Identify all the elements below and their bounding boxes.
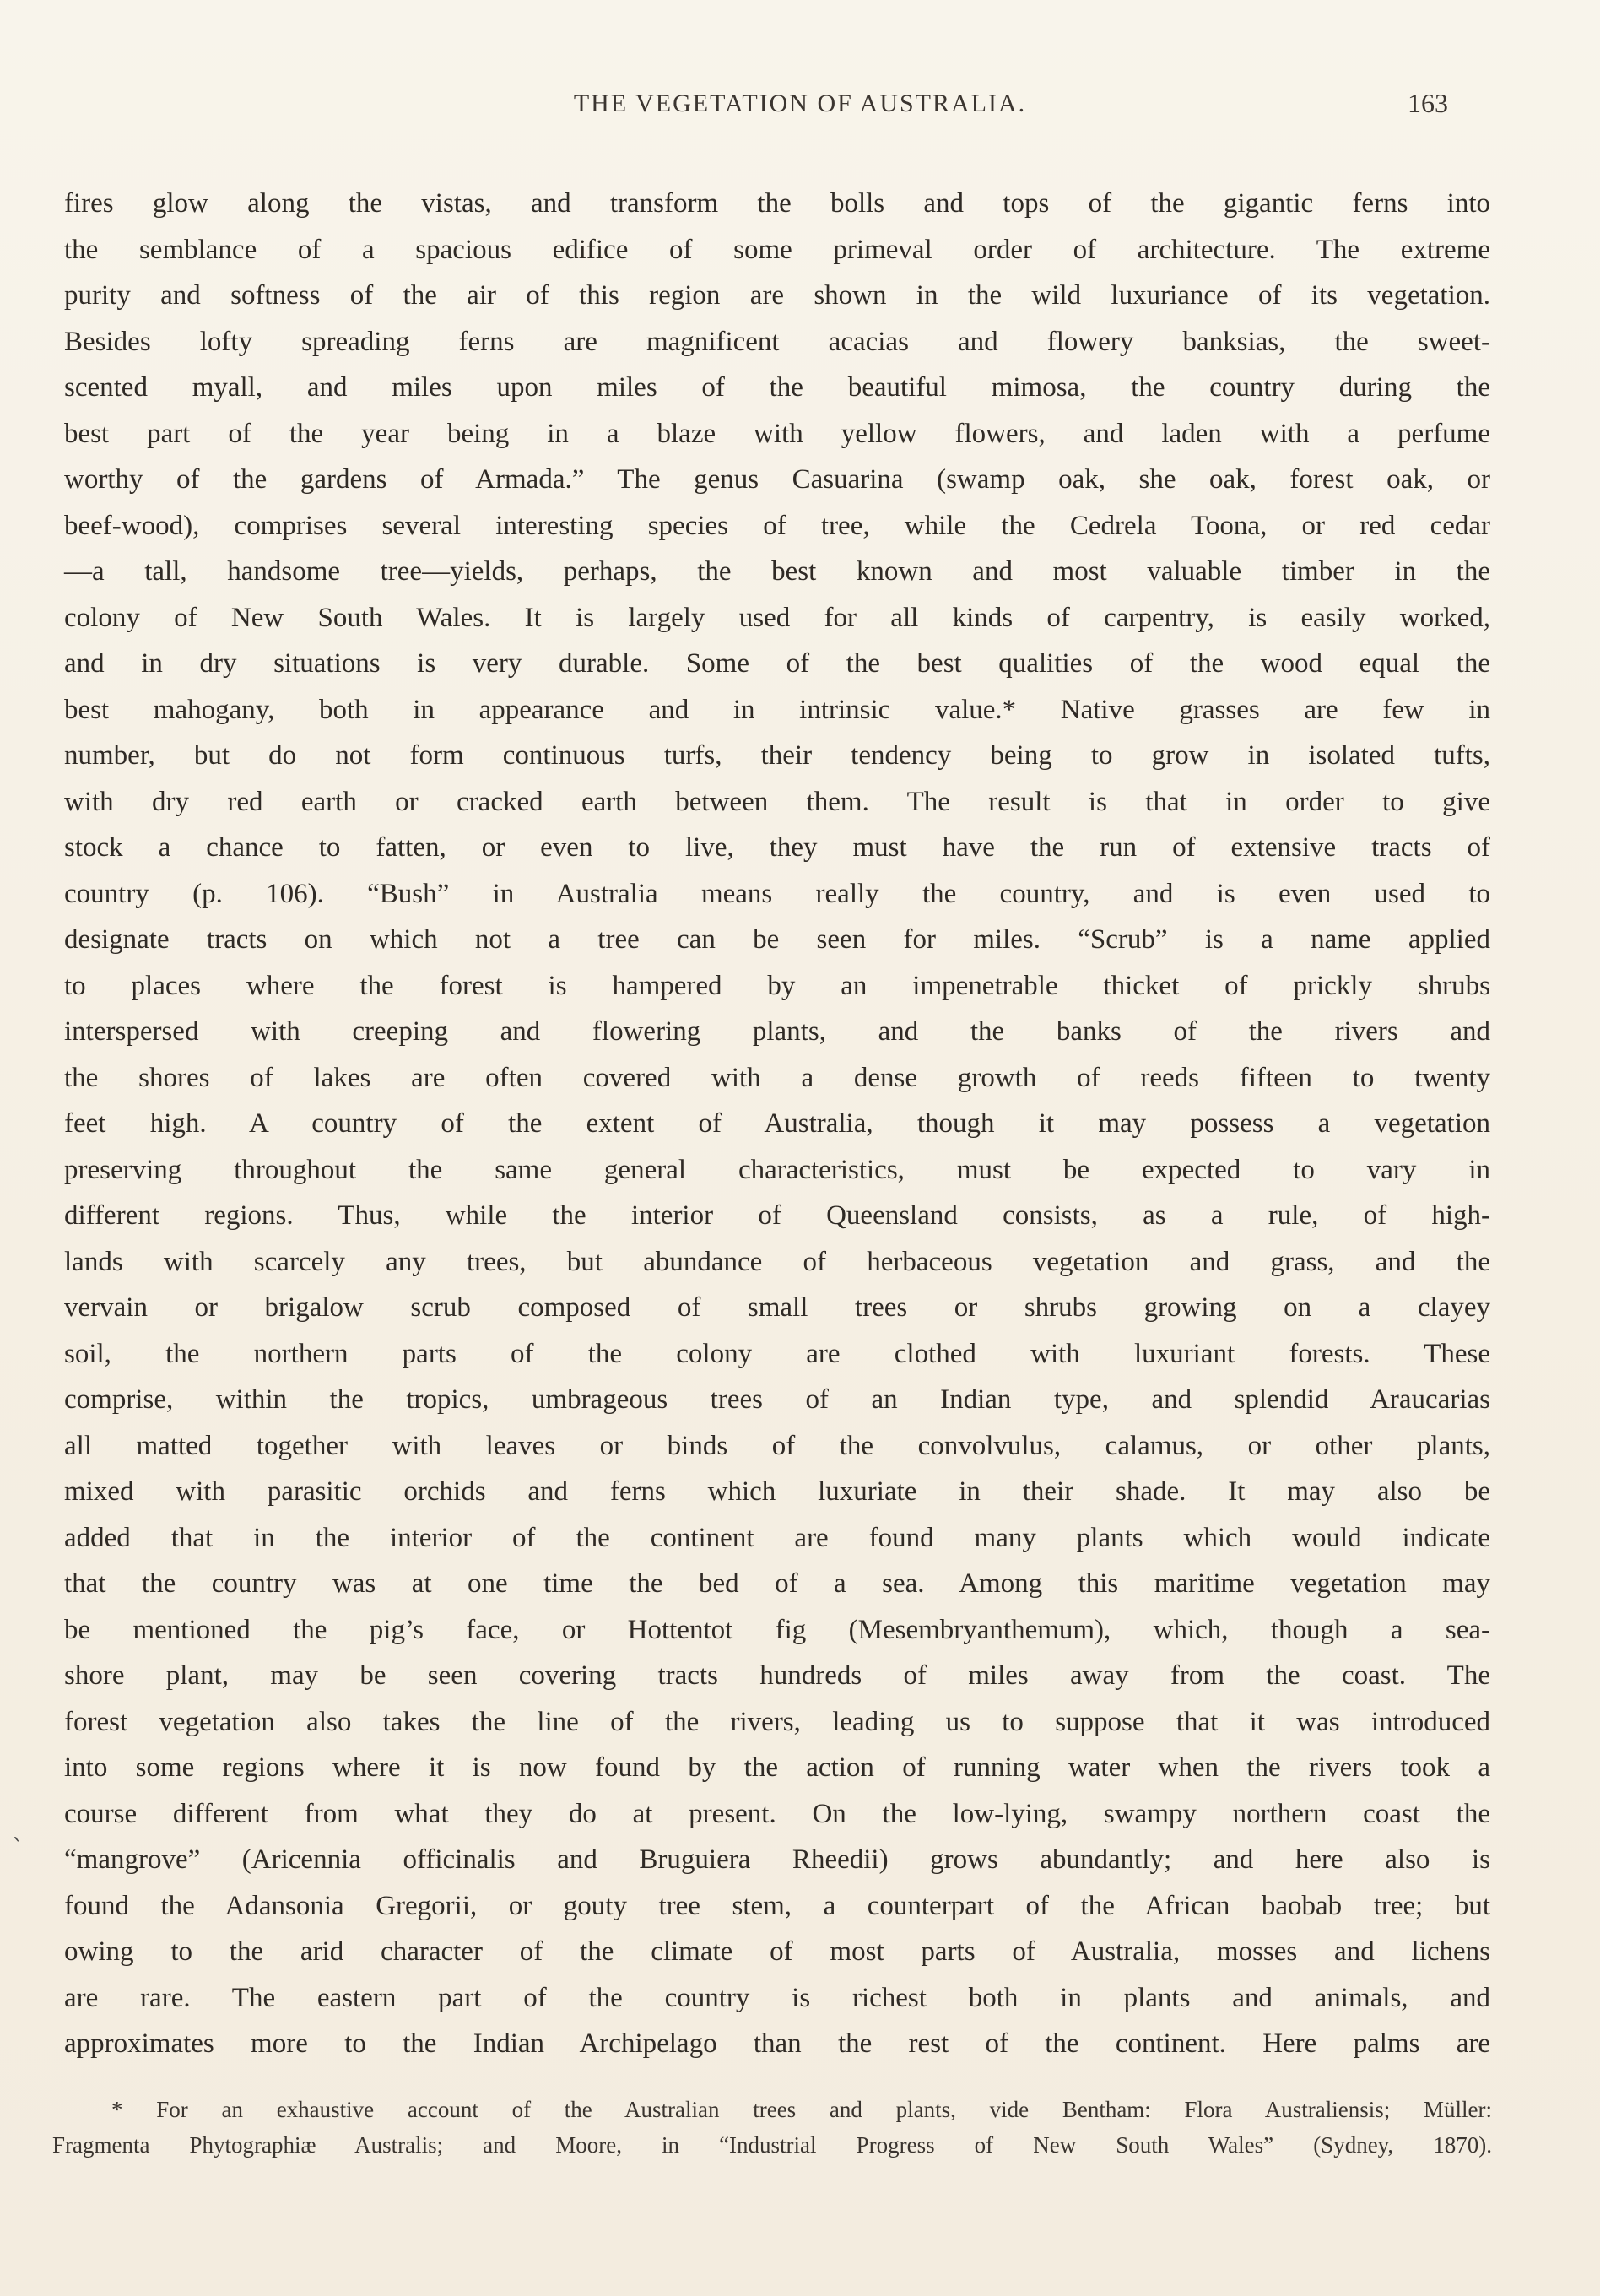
text-line: different regions. Thus, while the interior of Queensland consists, as a rule, of high- (64, 1200, 1490, 1231)
text-line: beef-wood), comprises several interesting species of tree, while the Cedrela Toona, or red cedar (64, 510, 1490, 541)
text-line: country (p. 106). “Bush” in Australia means really the country, and is even used to (64, 878, 1490, 909)
text-line: best part of the year being in a blaze with yellow flowers, and laden with a perfume (64, 418, 1490, 449)
text-line: designate tracts on which not a tree can be seen for miles. “Scrub” is a name applied (64, 924, 1490, 955)
text-line: and in dry situations is very durable. Some of the best qualities of the wood equal the (64, 648, 1490, 679)
text-line: found the Adansonia Gregorii, or gouty tree stem, a counterpart of the African baobab tree; but (64, 1890, 1490, 1921)
text-line: be mentioned the pig’s face, or Hottentot fig (Mesembryanthemum), which, though a sea- (64, 1614, 1490, 1645)
text-line: interspersed with creeping and flowering plants, and the banks of the rivers and (64, 1016, 1490, 1047)
footnotes (52, 2092, 1492, 2163)
text-line: lands with scarcely any trees, but abundance of herbaceous vegetation and grass, and the (64, 1246, 1490, 1277)
text-line: approximates more to the Indian Archipelago than the rest of the continent. Here palms are (64, 2028, 1490, 2059)
text-line: forest vegetation also takes the line of the rivers, leading us to suppose that it was introduced (64, 1706, 1490, 1737)
text-line: added that in the interior of the continent are found many plants which would indicate (64, 1522, 1490, 1553)
running-head (0, 89, 1600, 123)
text-line: mixed with parasitic orchids and ferns which luxuriate in their shade. It may also be (64, 1476, 1490, 1507)
text-line: fires glow along the vistas, and transform the bolls and tops of the gigantic ferns into (64, 188, 1490, 219)
text-line: scented myall, and miles upon miles of the beautiful mimosa, the country during the (64, 372, 1490, 403)
text-line: Besides lofty spreading ferns are magnificent acacias and flowery banksias, the sweet- (64, 326, 1490, 357)
text-line: that the country was at one time the bed of a sea. Among this maritime vegetation may (64, 1568, 1490, 1599)
running-title: THE VEGETATION OF AUSTRALIA. (573, 89, 1027, 117)
text-line: colony of New South Wales. It is largely used for all kinds of carpentry, is easily worked, (64, 602, 1490, 633)
text-line: shore plant, may be seen covering tracts hundreds of miles away from the coast. The (64, 1660, 1490, 1691)
text-line: comprise, within the tropics, umbrageous trees of an Indian type, and splendid Araucarias (64, 1384, 1490, 1415)
footnote-line: * For an exhaustive account of the Australian trees and plants, vide Bentham: Flora Australiensis; Müller: (111, 2097, 1492, 2122)
text-line: number, but do not form continuous turfs, their tendency being to grow in isolated tufts, (64, 740, 1490, 771)
text-line: with dry red earth or cracked earth between them. The result is that in order to give (64, 786, 1490, 817)
margin-mark: ` (12, 1834, 24, 1862)
text-line: preserving throughout the same general characteristics, must be expected to vary in (64, 1154, 1490, 1185)
text-line: “mangrove” (Aricennia officinalis and Bruguiera Rheedii) grows abundantly; and here also is (64, 1844, 1490, 1875)
page-number: 163 (1408, 88, 1448, 118)
text-line: course different from what they do at present. On the low-lying, swampy northern coast the (64, 1798, 1490, 1829)
text-line: worthy of the gardens of Armada.” The genus Casuarina (swamp oak, she oak, forest oak, or (64, 464, 1490, 495)
text-line: vervain or brigalow scrub composed of small trees or shrubs growing on a clayey (64, 1292, 1490, 1323)
text-line: the shores of lakes are often covered with a dense growth of reeds fifteen to twenty (64, 1062, 1490, 1093)
text-line: best mahogany, both in appearance and in intrinsic value.* Native grasses are few in (64, 694, 1490, 725)
text-line: to places where the forest is hampered by an impenetrable thicket of prickly shrubs (64, 970, 1490, 1001)
text-line: feet high. A country of the extent of Australia, though it may possess a vegetation (64, 1108, 1490, 1139)
text-line: all matted together with leaves or binds of the convolvulus, calamus, or other plants, (64, 1430, 1490, 1461)
text-line: owing to the arid character of the climate of most parts of Australia, mosses and lichens (64, 1936, 1490, 1967)
text-line: stock a chance to fatten, or even to live, they must have the run of extensive tracts of (64, 832, 1490, 863)
text-line: purity and softness of the air of this region are shown in the wild luxuriance of its vegetation. (64, 280, 1490, 311)
body-text (64, 181, 1490, 2067)
text-line: —a tall, handsome tree—yields, perhaps, the best known and most valuable timber in the (64, 556, 1490, 587)
text-line: soil, the northern parts of the colony are clothed with luxuriant forests. These (64, 1338, 1490, 1369)
footnote-line: Fragmenta Phytographiæ Australis; and Moore, in “Industrial Progress of New South Wales” (Sydney, 1870). (52, 2132, 1492, 2158)
text-line: into some regions where it is now found by the action of running water when the rivers took a (64, 1752, 1490, 1783)
text-line: are rare. The eastern part of the country is richest both in plants and animals, and (64, 1982, 1490, 2013)
text-line: the semblance of a spacious edifice of some primeval order of architecture. The extreme (64, 234, 1490, 265)
